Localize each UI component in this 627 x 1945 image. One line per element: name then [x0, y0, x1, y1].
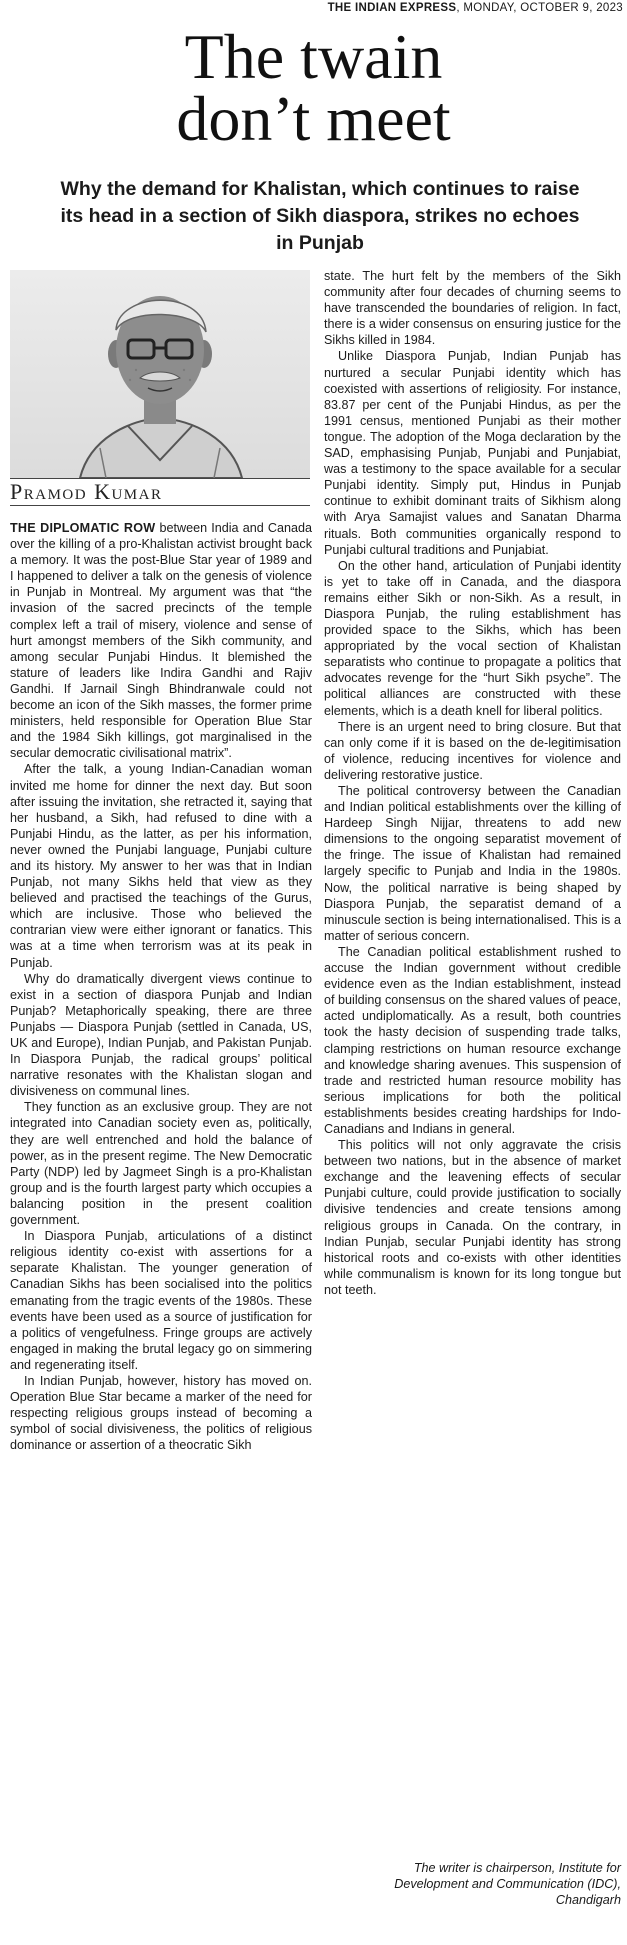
- author-footnote: The writer is chairperson, Institute for Development and Communication (IDC), Chandigarh: [394, 1861, 621, 1907]
- article-paragraph: In Indian Punjab, however, history has moved on. Operation Blue Star became a marker of the need for respecting religious groups instead of becoming a symbol of social divisiveness, the politics of religious dominance or assertion of a theocratic Sikh: [10, 1373, 312, 1453]
- headline-line-2: don’t meet: [176, 83, 451, 154]
- article-paragraph: After the talk, a young Indian-Canadian woman invited me home for dinner the next day. But soon after issuing the invitation, she retracted it, saying that her husband, a Sikh, had refused to dine with a Punjabi Hindu, as the latter, as per his information, never owned the Punjabi language, Punjabi culture and its history. My answer to her was that in Indian Punjab, not many Sikhs held that view as they believed and practised the teachings of the Gurus, which are inclusive. Those who believed the contrarian view were either ignorant or fanatics. This was at a time when terrorism was at its peak in Punjab.: [10, 762, 312, 970]
- portrait-illustration: [10, 270, 310, 478]
- article-paragraph: The political controversy between the Canadian and Indian political establishments over the killing of Hardeep Singh Nijjar, threatens to add new dimensions to the ongoing separatist movement of the fringe. The issue of Khalistan had remained largely specific to Punjab and India in the 1980s. Now, the political narrative is being shaped by Diaspora Punjab, the separatist demand of a minuscule section is being internationalised. This is a matter of serious concern.: [324, 784, 621, 943]
- article-paragraph: In Diaspora Punjab, articulations of a distinct religious identity co-exist with assertions for a separate Khalistan. The younger generation of Canadian Sikhs has been socialised into the politics emanating from the tragic events of the 1980s. These events have been used as a source of justification for a politics of vengefulness. Fringe groups are actively engaged in making the brutal legacy go on simmering and regenerating itself.: [10, 1229, 312, 1372]
- article-paragraph: They function as an exclusive group. They are not integrated into Canadian society even as, politically, they are well entrenched and hold the balance of power, as in the present regime. The New Democratic Party (NDP) led by Jagmeet Singh is a pro-Khalistan group and is the fourth largest party which occupies a balancing position in the present coalition government.: [10, 1100, 312, 1228]
- lead-in: THE DIPLOMATIC ROW: [10, 521, 156, 535]
- article-paragraph: The Canadian political establishment rushed to accuse the Indian government without credible evidence even as the Indian establishment, instead of building consensus on the shared values of peace, acted undiplomatically. As a result, both countries took the hasty decision of suspending trade talks, clamping restrictions on human resource exchange and knowledge sharing avenues. This suspension of trade and restricted human resource mobility has serious implications for both the political establishments besides creating hardships for Indo-Canadians and Indians in general.: [324, 944, 621, 1136]
- article-column-2: [324, 268, 621, 1298]
- standfirst: Why the demand for Khalistan, which continues to raise its head in a section of Sikh diaspora, strikes no echoes in Punjab: [60, 178, 580, 254]
- byline: Pramod Kumar: [10, 478, 310, 506]
- article-paragraph: This politics will not only aggravate the crisis between two nations, but in the absence of market exchange and the leavening effects of secular Punjabi culture, could provide justification to socially divisive tendencies and create tensions among religious groups in Canada. On the contrary, in Indian Punjab, secular Punjabi identity has strong historical roots and co-exists with other identities while communalism is known for its long tongue but not teeth.: [324, 1138, 621, 1297]
- article-column-1: [10, 520, 312, 1453]
- headline-line-1: The twain: [184, 21, 443, 92]
- masthead-date: , MONDAY, OCTOBER 9, 2023: [456, 2, 623, 14]
- article-paragraph: Why do dramatically divergent views continue to exist in a section of diaspora Punjab and Indian Punjab? Metaphorically speaking, there are three Punjabs — Diaspora Punjab (settled in Canada, US, UK and Europe), Indian Punjab, and Pakistan Punjab. In Diaspora Punjab, the radical groups’ political narrative resonates with the Khalistan slogan and divisiveness on communal lines.: [10, 971, 312, 1099]
- masthead: [0, 2, 623, 14]
- article-paragraph: On the other hand, articulation of Punjabi identity is yet to take off in Canada, and the diaspora remains either Sikh or non-Sikh. As a result, in Diaspora Punjab, the ruling establishment has provided space to the Sikhs, which has been appropriated by the vocal section of Khalistan separatists who continue to propagate a politics that advocates revenge for the “hurt Sikh psyche”. The political alliances are constructed with these elements, which is a death knell for liberal politics.: [324, 558, 621, 718]
- author-portrait-icon: [10, 270, 310, 478]
- article-paragraph: There is an urgent need to bring closure. But that can only come if it is based on the de-legitimisation of violence, reducing incentives for violence and delivering restorative justice.: [324, 719, 621, 782]
- masthead-paper-name: THE INDIAN EXPRESS: [327, 2, 457, 14]
- article-paragraph: THE DIPLOMATIC ROW between India and Canada over the killing of a pro-Khalistan activist brought back a memory. It was the post-Blue Star year of 1989 and I happened to deliver a talk on the genesis of violence in Punjab in Montreal. My argument was that “the invasion of the sacred precincts of the temple complex left a trail of misery, violence and sense of hurt amongst members of the Sikh community, and among secular Punjabi Hindus. It blemished the stature of leaders like Indira Gandhi and Rajiv Gandhi. If Jarnail Singh Bhindranwale could not become an icon of the Sikh masses, the former prime ministers, held responsible for Operation Blue Star and the 1984 Sikh killings, got marginalised in the secular democratic civilisational matrix”.: [10, 521, 313, 761]
- article-paragraph: Unlike Diaspora Punjab, Indian Punjab has nurtured a secular Punjabi identity which has coexisted with assertions of religiosity. For instance, 83.87 per cent of the Punjabi Hindus, as per the 1991 census, mentioned Punjabi as their mother tongue. The adoption of the Moga declaration by the SAD, emphasising Punjab, Punjabi and Punjabiat, was a testimony to the space available for a secular Punjabi identity. Simply put, Hindus in Punjab continue to exhibit dominant traits of Sikhism along with Arya Samajist values and Sanatan Dharma rituals. Both communities organically respond to Punjabi cultural traditions and Punjabiat.: [324, 349, 621, 557]
- article-paragraph: state. The hurt felt by the members of the Sikh community after four decades of churning seems to have transcended the boundaries of religion. In fact, there is a wider consensus on ensuring justice for the Sikhs killed in 1984.: [324, 269, 621, 348]
- headline: [0, 21, 627, 154]
